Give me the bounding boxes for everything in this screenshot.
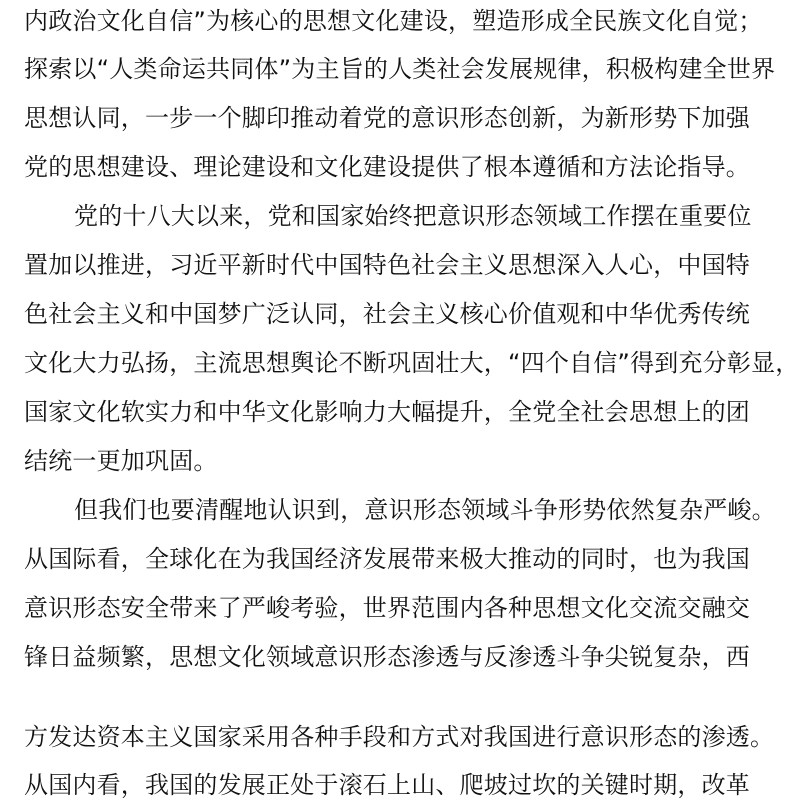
paragraph-line: 锋日益频繁，思想文化领域意识形态渗透与反渗透斗争尖锐复杂，西 [24, 643, 750, 671]
paragraph-line: 党的十八大以来，党和国家始终把意识形态领域工作摆在重要位 [74, 202, 752, 230]
paragraph-line: 探索以“人类命运共同体”为主旨的人类社会发展规律，积极构建全世界 [24, 55, 776, 83]
paragraph-line: 内政治文化自信”为核心的思想文化建设，塑造形成全民族文化自觉； [24, 7, 763, 35]
paragraph-line: 国家文化软实力和中华文化影响力大幅提升，全党全社会思想上的团 [24, 398, 750, 426]
paragraph-line: 文化大力弘扬，主流思想舆论不断巩固壮大，“四个自信”得到充分彰显， [24, 349, 800, 377]
paragraph-line: 置加以推进，习近平新时代中国特色社会主义思想深入人心，中国特 [24, 251, 750, 279]
paragraph-line: 色社会主义和中国梦广泛认同，社会主义核心价值观和中华优秀传统 [24, 300, 750, 328]
paragraph-line: 从国内看，我国的发展正处于滚石上山、爬坡过坎的关键时期，改革 [24, 771, 750, 799]
paragraph-line: 从国际看，全球化在为我国经济发展带来极大推动的同时，也为我国 [24, 545, 750, 573]
paragraph-line: 意识形态安全带来了严峻考验，世界范围内各种思想文化交流交融交 [24, 594, 750, 622]
paragraph-line: 但我们也要清醒地认识到，意识形态领域斗争形势依然复杂严峻。 [74, 496, 776, 524]
paragraph-line: 结统一更加巩固。 [24, 447, 218, 475]
paragraph-line: 党的思想建设、理论建设和文化建设提供了根本遵循和方法论指导。 [24, 153, 750, 181]
paragraph-line: 思想认同，一步一个脚印推动着党的意识形态创新，为新形势下加强 [24, 104, 750, 132]
paragraph-line: 方发达资本主义国家采用各种手段和方式对我国进行意识形态的渗透。 [24, 723, 775, 751]
